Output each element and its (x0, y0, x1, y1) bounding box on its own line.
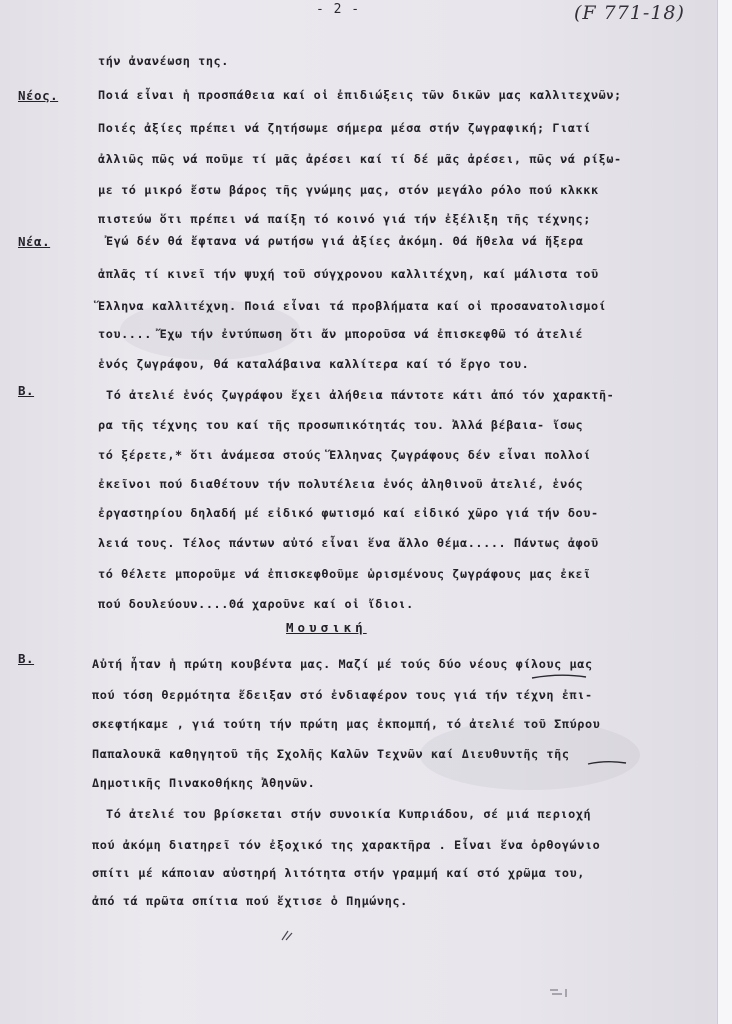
speaker-label-b: Β. (18, 383, 35, 398)
handwritten-underline (586, 758, 630, 768)
text-line: ἀπό τά πρῶτα σπίτια πού ἔχτισε ὁ Πημώνης. (92, 894, 408, 908)
text-line: ἐκεῖνοι πού διαθέτουν τήν πολυτέλεια ἑνός ἀληθινοῦ ἀτελιέ, ἑνός (98, 477, 584, 491)
text-line: ἐργαστηρίου δηλαδή μέ εἰδικό φωτισμό καί εἰδικό χῶρο γιά τήν δου- (98, 506, 599, 520)
text-line: Τό ἀτελιέ του βρίσκεται στήν συνοικία Κυπριάδου, σέ μιά περιοχή (106, 807, 592, 821)
text-line: πού τόση θερμότητα ἔδειξαν στό ἐνδιαφέρον τους γιά τήν τέχνη ἐπι- (92, 688, 593, 702)
text-line: Ποιά εἶναι ἡ προσπάθεια καί οἱ ἐπιδιώξεις τῶν δικῶν μας καλλιτεχνῶν; (98, 88, 622, 102)
speaker-label-neos: Νέος. (18, 88, 59, 103)
text-line: του.... Ἔχω τήν ἐντύπωση ὅτι ἄν μποροῦσα νά ἐπισκεφθῶ τό ἀτελιέ (98, 327, 584, 341)
text-line: σπίτι μέ κάποιαν αὐστηρή λιτότητα στήν γραμμή καί στό χρῶμα του, (92, 866, 585, 880)
text-line: Ἕλληνα καλλιτέχνη. Ποιά εἶναι τά προβλήματα καί οἱ προσανατολισμοί (98, 299, 607, 313)
text-line: Τό ἀτελιέ ἑνός ζωγράφου ἔχει ἀλήθεια πάντοτε κάτι ἀπό τόν χαρακτῆ- (106, 388, 615, 402)
text-line: Αὐτή ἦταν ἡ πρώτη κουβέντα μας. Μαζί μέ τούς δύο νέους φίλους μας (92, 657, 593, 671)
text-line: πιστεύω ὅτι πρέπει νά παίξη τό κοινό γιά τήν ἐξέλιξη τῆς τέχνης; (98, 212, 591, 226)
text-line: Παπαλουκᾶ καθηγητοῦ τῆς Σχολῆς Καλῶν Τεχνῶν καί Διευθυντῆς τῆς (92, 747, 570, 761)
text-line: πού δουλεύουν....Θά χαροῦνε καί οἱ ἴδιοι. (98, 597, 414, 611)
archive-code-handwritten: (F 771-18) (574, 2, 685, 24)
speaker-label-b: Β. (18, 651, 35, 666)
text-line: Ποιές ἀξίες πρέπει νά ζητήσωμε σήμερα μέσα στήν ζωγραφική; Γιατί (98, 121, 591, 135)
speaker-label-nea: Νέα. (18, 234, 51, 249)
text-line: ρα τῆς τέχνης του καί τῆς προσωπικότητάς του. Ἀλλά βέβαια- ἴσως (98, 418, 584, 432)
text-line: τήν ἀνανέωση της. (98, 54, 229, 68)
text-line: ἁπλᾶς τί κινεῖ τήν ψυχή τοῦ σύγχρονου καλλιτέχνη, καί μάλιστα τοῦ (98, 267, 599, 281)
text-line: με τό μικρό ἔστω βάρος τῆς γνώμης μας, στόν μεγάλο ρόλο πού κλκκκ (98, 183, 599, 197)
handwritten-underline (530, 673, 590, 681)
page-edge (717, 0, 732, 1024)
page-number: - 2 - (316, 2, 361, 17)
text-line: πού ἀκόμη διατηρεῖ τόν ἐξοχικό της χαρακτῆρα . Εἶναι ἕνα ὀρθογώνιο (92, 838, 601, 852)
text-line: τό ξέρετε,* ὅτι ἀνάμεσα στούς Ἕλληνας ζωγράφους δέν εἶναι πολλοί (98, 448, 591, 462)
text-line: ἑνός ζωγράφου, θά καταλάβαινα καλλίτερα καί τό ἔργο του. (98, 357, 530, 371)
text-line: σκεφτήκαμε , γιά τούτη τήν πρώτη μας ἐκπομπή, τό ἀτελιέ τοῦ Σπύρου (92, 717, 601, 731)
text-line: Ἐγώ δέν θά ἔφτανα νά ρωτήσω γιά ἀξίες ἀκόμη. Θά ἤθελα νά ἤξερα (106, 234, 584, 248)
text-line: λειά τους. Τέλος πάντων αὐτό εἶναι ἕνα ἄλλο θέμα..... Πάντως ἀφοῦ (98, 536, 599, 550)
section-heading: Μουσική (286, 620, 367, 635)
stray-mark (280, 928, 296, 944)
text-line: τό θέλετε μποροῦμε νά ἐπισκεφθοῦμε ὡρισμένους ζωγράφους μας ἐκεῖ (98, 567, 591, 581)
text-line: ἀλλιῶς πῶς νά ποῦμε τί μᾶς ἀρέσει καί τί δέ μᾶς ἀρέσει, πῶς νά ρίξω- (98, 152, 622, 166)
stray-mark (548, 986, 572, 1000)
text-line: Δημοτικῆς Πινακοθήκης Ἀθηνῶν. (92, 776, 316, 790)
